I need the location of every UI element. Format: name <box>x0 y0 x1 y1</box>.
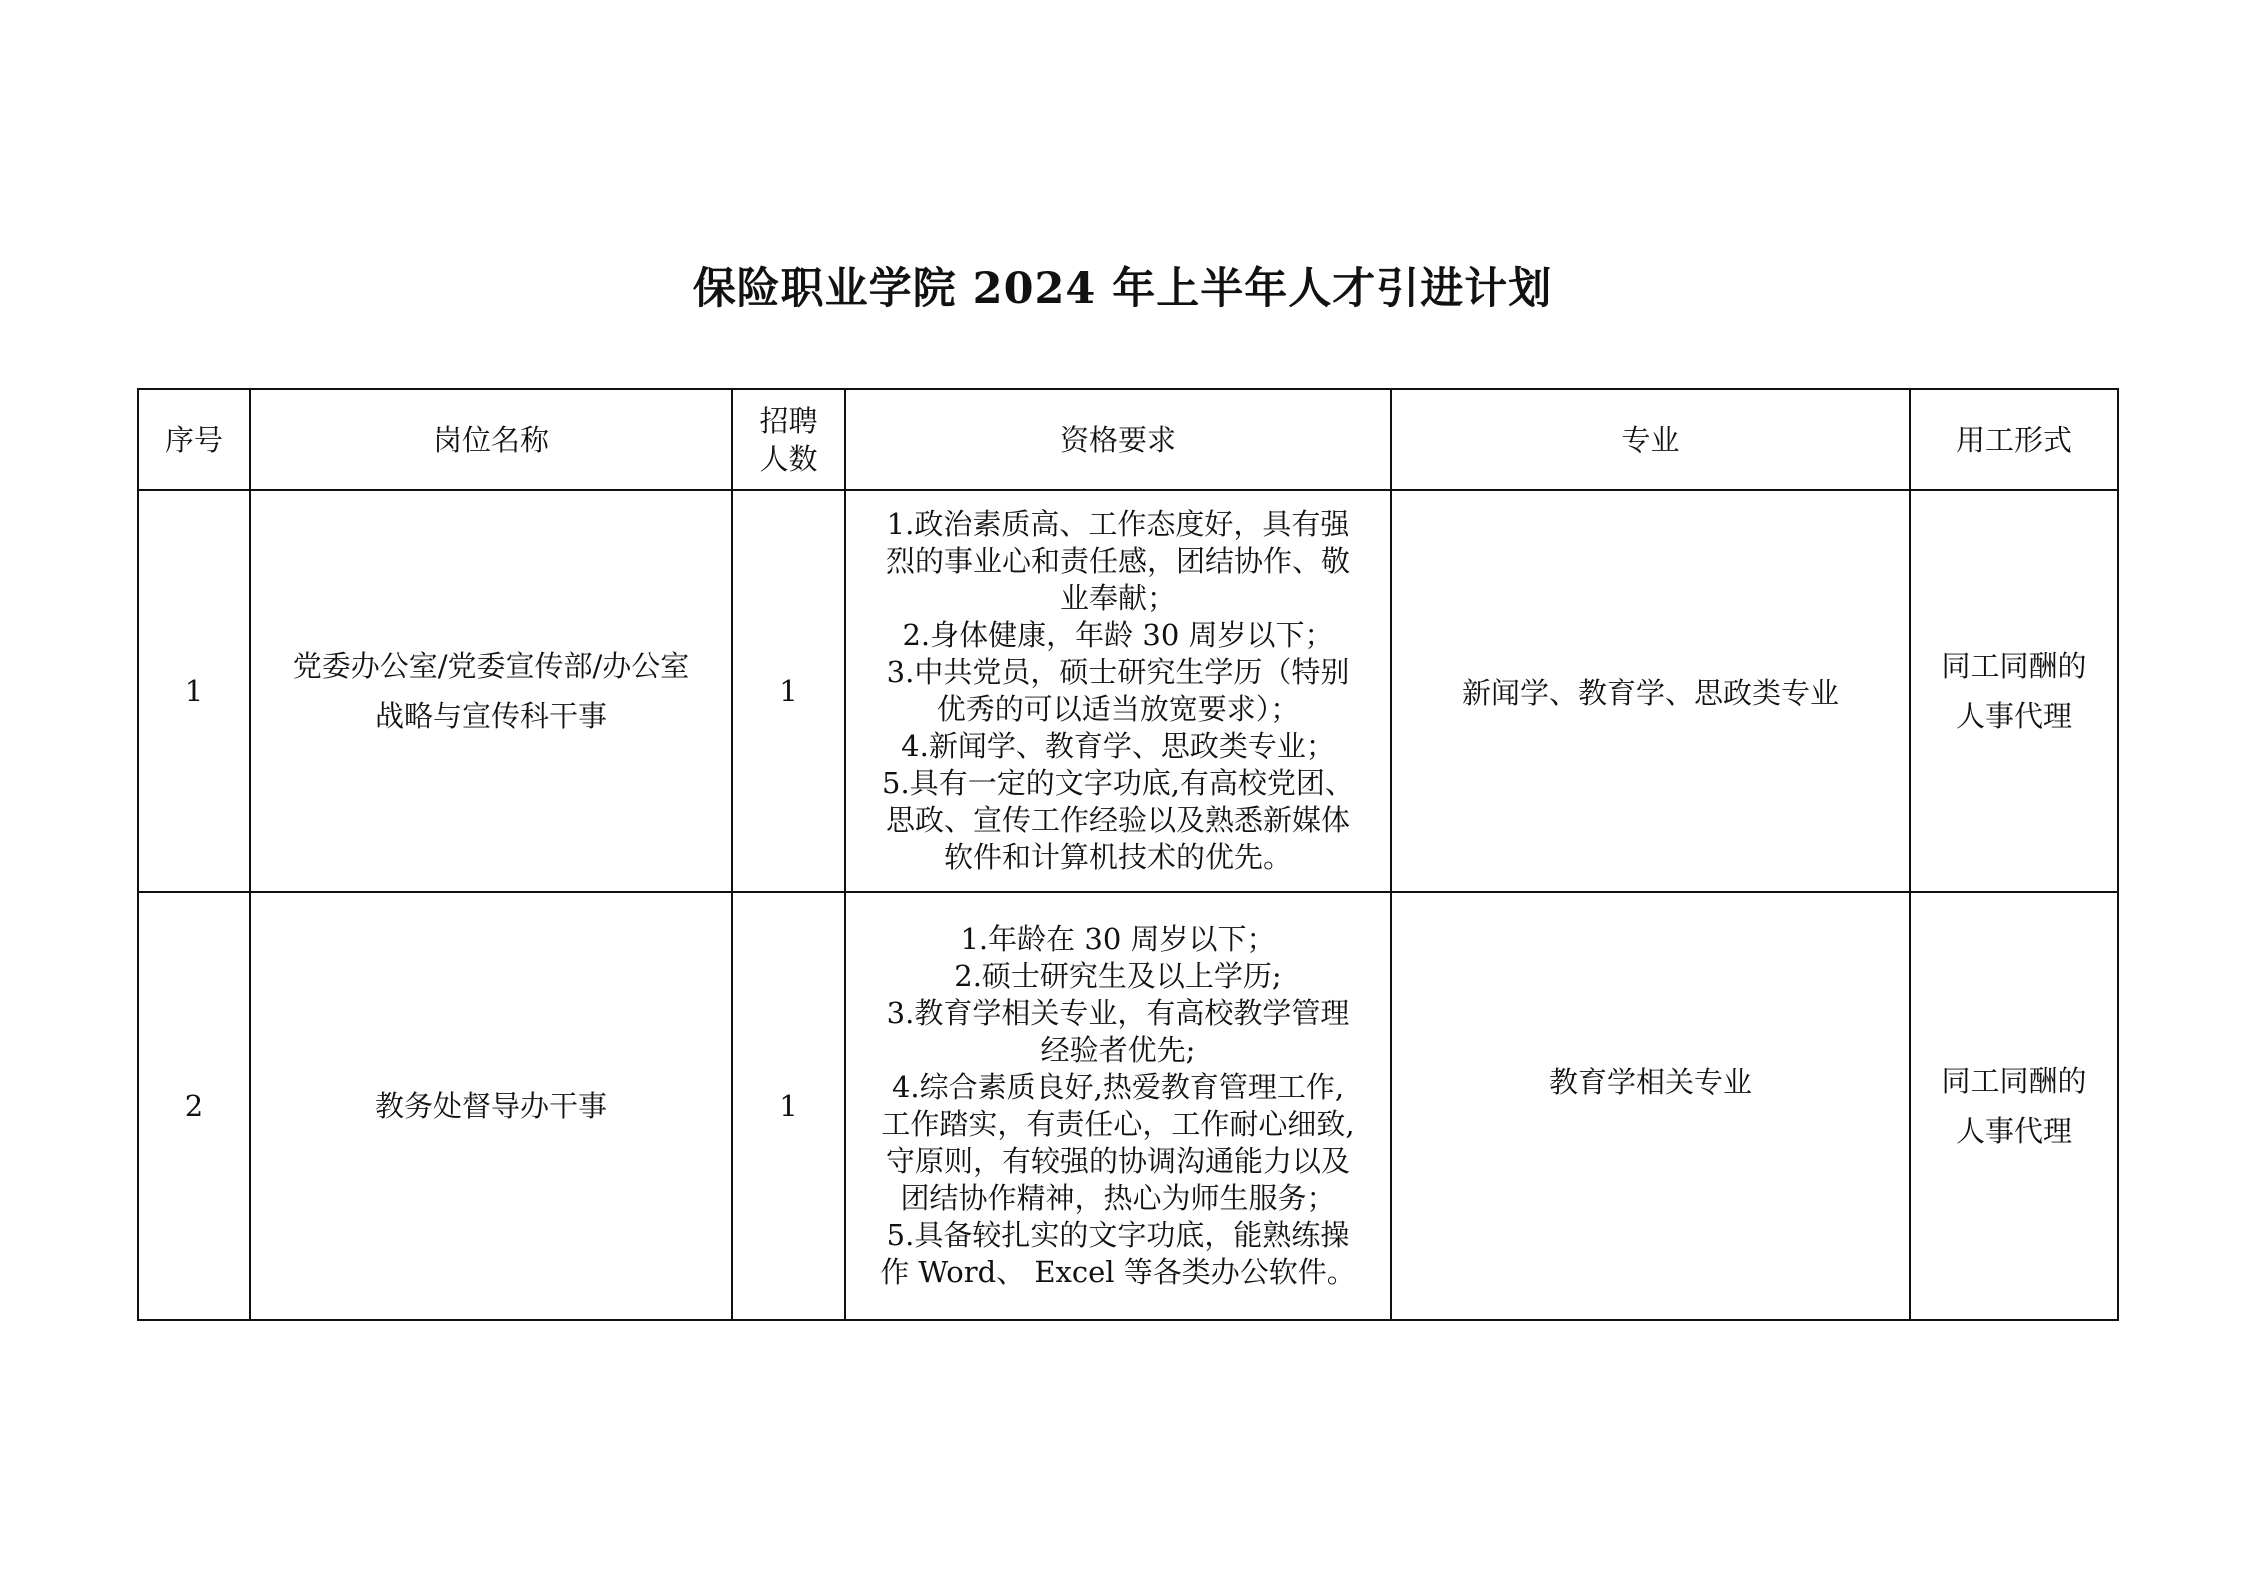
requirement-line: 1.政治素质高、工作态度好，具有强 <box>886 507 1350 541</box>
requirement-line: 守原则，有较强的协调沟通能力以及 <box>885 1144 1350 1178</box>
requirement-line: 经验者优先; <box>1040 1033 1196 1067</box>
requirement-line: 3.中共党员，硕士研究生学历（特别 <box>886 655 1350 689</box>
requirement-line: 烈的事业心和责任感，团结协作、敬 <box>885 544 1350 578</box>
requirement-line: 2.硕士研究生及以上学历; <box>954 959 1282 993</box>
header-requirements: 资格要求 <box>845 389 1391 490</box>
requirement-line: 业奉献； <box>1059 581 1176 615</box>
employment-line1: 同工同酬的 <box>1941 649 2087 683</box>
row-major: 新闻学、教育学、思政类专业 <box>1391 490 1910 892</box>
requirement-line: 思政、宣传工作经验以及熟悉新媒体 <box>885 803 1350 837</box>
major-text: 教育学相关专业 <box>1548 1064 1752 1099</box>
header-count-line1: 招聘 <box>759 403 818 438</box>
requirement-line: 2.身体健康，年龄 30 周岁以下； <box>902 618 1334 652</box>
requirement-line: 5.具有一定的文字功底,有高校党团、 <box>882 766 1354 800</box>
row-count: 1 <box>732 490 845 892</box>
row-count: 1 <box>732 892 845 1320</box>
document-title: 保险职业学院 2024 年上半年人才引进计划 <box>692 264 1553 314</box>
row-index: 1 <box>138 490 250 892</box>
table-row <box>138 892 2118 1320</box>
row-requirements <box>845 892 1391 1320</box>
position-line1: 教务处督导办干事 <box>374 1089 607 1123</box>
requirement-line: 5.具备较扎实的文字功底，能熟练操 <box>886 1218 1350 1252</box>
row-major <box>1391 892 1910 1320</box>
row-employment <box>1910 490 2118 892</box>
header-index: 序号 <box>138 389 250 490</box>
position-line2: 战略与宣传科干事 <box>374 699 607 733</box>
requirement-line: 1.年龄在 30 周岁以下； <box>960 922 1276 956</box>
requirement-line: 4.新闻学、教育学、思政类专业； <box>901 729 1335 763</box>
header-position: 岗位名称 <box>250 389 732 490</box>
row-position <box>250 490 732 892</box>
position-line1: 党委办公室/党委宣传部/办公室 <box>292 649 690 683</box>
requirement-line: 软件和计算机技术的优先。 <box>943 840 1292 874</box>
table-header-row <box>138 389 2118 490</box>
table-row <box>138 490 2118 892</box>
row-index: 2 <box>138 892 250 1320</box>
recruitment-plan-table <box>137 388 2119 1321</box>
row-requirements <box>845 490 1391 892</box>
requirement-line: 优秀的可以适当放宽要求）； <box>936 692 1300 726</box>
requirement-line: 4.综合素质良好,热爱教育管理工作, <box>891 1070 1345 1104</box>
requirement-line: 3.教育学相关专业，有高校教学管理 <box>886 996 1350 1030</box>
header-count <box>732 389 845 490</box>
header-employment: 用工形式 <box>1910 389 2118 490</box>
employment-line2: 人事代理 <box>1955 699 2072 733</box>
employment-line2: 人事代理 <box>1955 1114 2072 1148</box>
requirement-line: 作 Word、 Excel 等各类办公软件。 <box>880 1255 1356 1289</box>
employment-line1: 同工同酬的 <box>1941 1064 2087 1098</box>
row-employment <box>1910 892 2118 1320</box>
requirement-line: 团结协作精神，热心为师生服务； <box>900 1181 1336 1215</box>
header-count-line2: 人数 <box>759 441 818 476</box>
requirement-line: 工作踏实，有责任心，工作耐心细致, <box>881 1107 1355 1141</box>
row-position <box>250 892 732 1320</box>
header-major: 专业 <box>1391 389 1910 490</box>
